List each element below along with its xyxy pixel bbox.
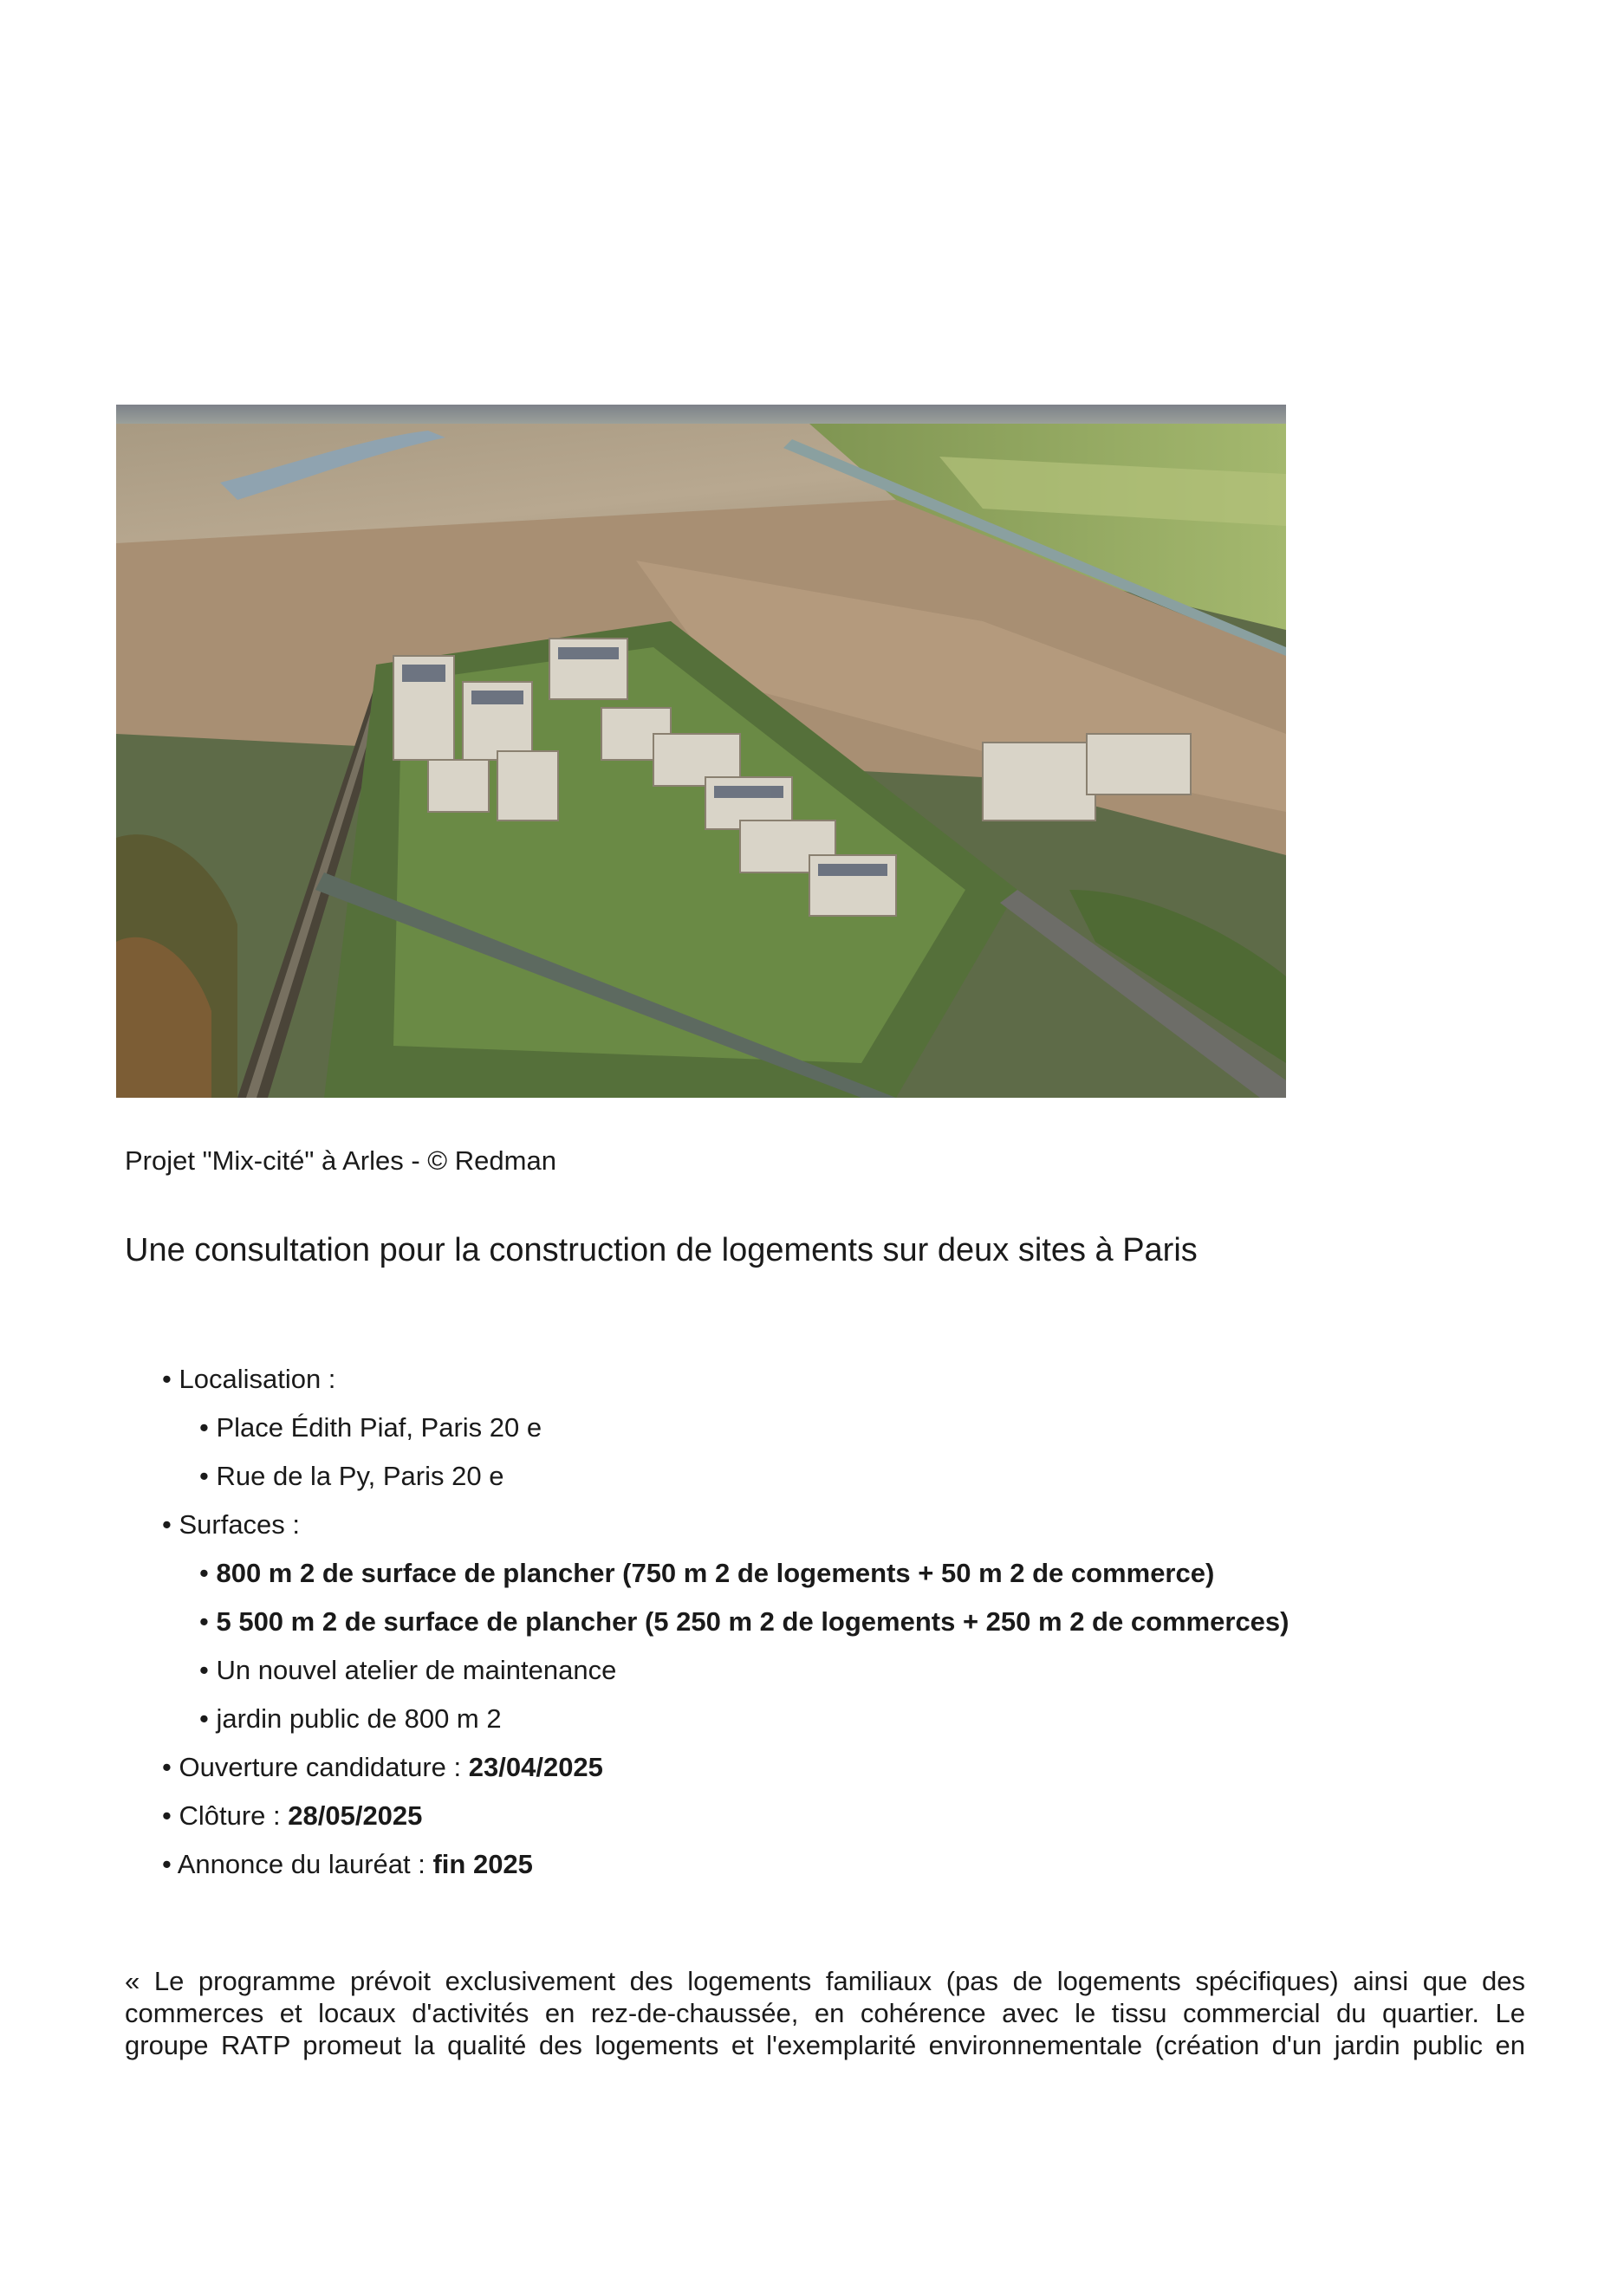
list-item-surface-3: • Un nouvel atelier de maintenance (199, 1655, 617, 1685)
quote-paragraph (125, 1965, 1525, 2061)
quote-line-1: « Le programme prévoit exclusivement des logements familiaux (pas de logements spécifiques) ainsi que des (125, 1966, 1525, 1996)
photo-caption: Projet "Mix-cité" à Arles - © Redman (125, 1145, 556, 1176)
surface-2-text: 5 500 m 2 de surface de plancher (5 250 m 2 de logements + 250 m 2 de commerces) (216, 1606, 1289, 1637)
surface-1-text: 800 m 2 de surface de plancher (750 m 2 de logements + 50 m 2 de commerce) (216, 1558, 1215, 1588)
annonce-date: fin 2025 (432, 1849, 533, 1879)
list-item-ouverture (162, 1750, 603, 1785)
list-item-localisation: • Localisation : (162, 1364, 336, 1394)
annonce-label: • Annonce du lauréat : (162, 1849, 433, 1879)
list-item-cloture (162, 1799, 422, 1833)
quote-line-2: commerces et locaux d'activités en rez-de-chaussée, en cohérence avec le tissu commercial du quartier. Le (125, 1998, 1525, 2028)
quote-line-3: groupe RATP promeut la qualité des logements et l'exemplarité environnementale (création d'un jardin public en (125, 2030, 1525, 2060)
list-item-surfaces: • Surfaces : (162, 1509, 301, 1540)
list-item-annonce (162, 1847, 533, 1882)
bullet-marker: • (199, 1606, 217, 1637)
list-item-site-1: • Place Édith Piaf, Paris 20 e (199, 1412, 542, 1443)
list-item-surface-1 (199, 1556, 1214, 1591)
cloture-date: 28/05/2025 (288, 1800, 423, 1831)
aerial-photo-illustration (116, 405, 1286, 1098)
section-heading: Une consultation pour la construction de logements sur deux sites à Paris (125, 1232, 1198, 1268)
list-item-surface-4: • jardin public de 800 m 2 (199, 1703, 502, 1734)
aerial-photo (116, 405, 1286, 1098)
cloture-label: • Clôture : (162, 1800, 289, 1831)
ouverture-date: 23/04/2025 (468, 1752, 603, 1782)
ouverture-label: • Ouverture candidature : (162, 1752, 469, 1782)
list-item-site-2: • Rue de la Py, Paris 20 e (199, 1461, 504, 1491)
list-item-surface-2 (199, 1605, 1289, 1639)
bullet-marker: • (199, 1558, 217, 1588)
